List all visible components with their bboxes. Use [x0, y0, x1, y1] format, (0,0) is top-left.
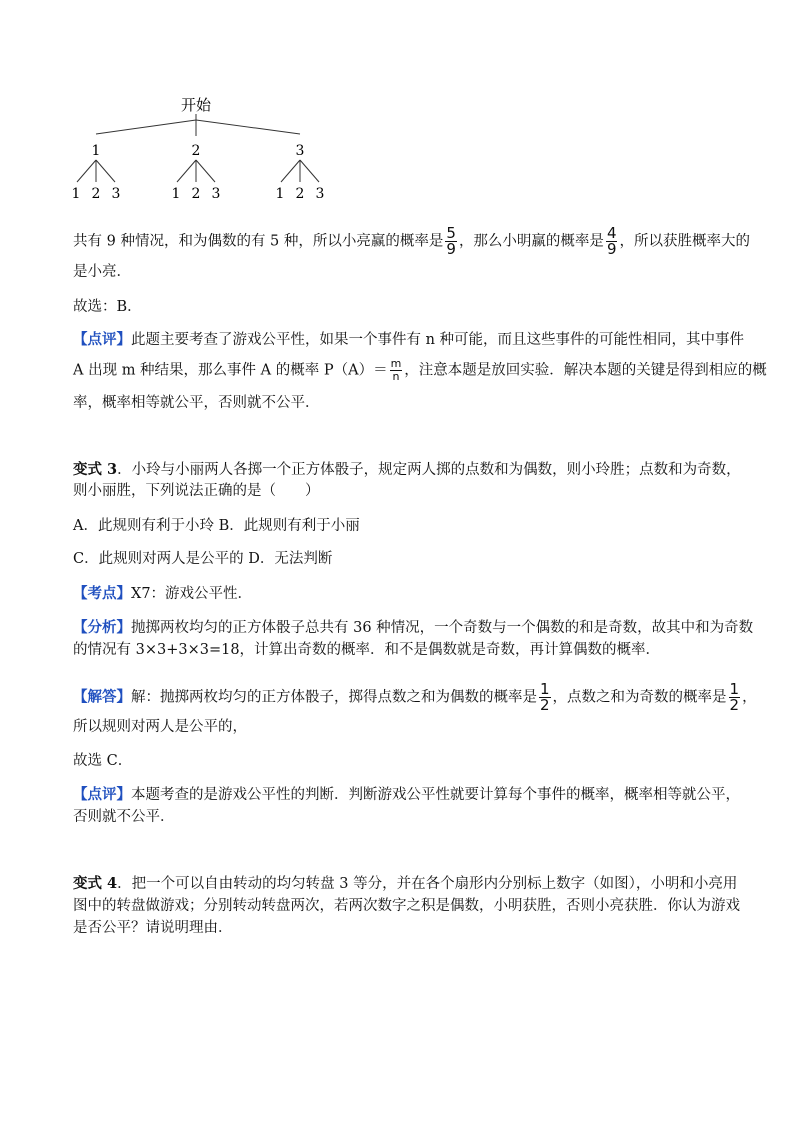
fraction-1-2	[729, 682, 741, 713]
tree-edge	[281, 160, 300, 182]
kaodian-tag: 【考点】	[73, 585, 131, 602]
fenxi-tag: 【分析】	[73, 619, 131, 636]
variant-4-question-line-1	[73, 874, 737, 894]
tree-branch-left	[96, 120, 196, 134]
variant-3-kaodian	[73, 584, 252, 604]
fraction-denominator: 9	[606, 240, 617, 258]
dianping-tag: 【点评】	[73, 786, 131, 803]
tree-leaf: 3	[315, 186, 325, 202]
fraction-numerator: 1	[540, 680, 550, 698]
text: ，所以获胜概率大的	[619, 233, 750, 250]
text: ，点数之和为奇数的概率是	[552, 689, 727, 706]
variant-4-question-line-2: 图中的转盘做游戏；分别转动转盘两次，若两次数字之积是偶数，小明获胜，否则小亮获胜．你认为游戏	[73, 898, 740, 914]
variant-3-choose: 故选 C．	[73, 753, 133, 769]
text: ．小玲与小丽两人各掷一个正方体骰子，规定两人掷的点数和为偶数，则小玲胜；点数和为奇数，	[117, 462, 741, 478]
comment-1-line-1	[73, 330, 744, 350]
variant-4-label: 变式 4	[73, 875, 118, 892]
tree-edge	[96, 160, 115, 182]
tree-leaf: 1	[71, 186, 81, 202]
tree-diagram	[70, 92, 330, 202]
text: ，注意本题是放回实验．解决本题的关键是得到相应的概	[404, 362, 767, 379]
fraction-denominator: 2	[729, 696, 740, 714]
fraction-numerator: 1	[729, 680, 740, 698]
tree-node-1: 1	[91, 143, 101, 159]
variant-3-jieda-line-1	[73, 682, 757, 713]
tree-leaf: 3	[211, 186, 221, 202]
fraction-5-9	[445, 226, 457, 257]
choose-answer-b: 故选：B．	[73, 299, 142, 315]
tree-node-2: 2	[191, 143, 201, 159]
tree-edge	[77, 160, 96, 182]
fraction-denominator: 9	[446, 240, 456, 258]
tree-leaf: 2	[295, 186, 305, 202]
text: 此题主要考查了游戏公平性，如果一个事件有 n 种可能，而且这些事件的可能性相同，其中事件	[131, 332, 745, 348]
variant-3-options-cd: C．此规则对两人是公平的 D．无法判断	[73, 551, 333, 567]
solution-line-1	[73, 226, 750, 257]
text: ，那么小明赢的概率是	[458, 233, 604, 250]
tree-leaf: 2	[91, 186, 101, 202]
text: 解：抛掷两枚均匀的正方体骰子，掷得点数之和为偶数的概率是	[131, 689, 537, 706]
fraction-numerator: 4	[606, 224, 617, 242]
variant-3-options-ab: A．此规则有利于小玲 B．此规则有利于小丽	[73, 518, 360, 534]
variant-3-question-line-1	[73, 460, 741, 480]
variant-3-dianping-line-2: 否则就不公平．	[73, 809, 175, 825]
fraction-numerator: m	[390, 357, 402, 370]
text: A 出现 m 种结果，那么事件 A 的概率 P（A）＝	[73, 362, 388, 379]
variant-3-fenxi-line-2: 的情况有 3×3+3×3=18，计算出奇数的概率．和不是偶数就是奇数，再计算偶数的概率．	[73, 642, 661, 658]
text: 抛掷两枚均匀的正方体骰子总共有 36 种情况，一个奇数与一个偶数的和是奇数，故其中和为奇数	[131, 620, 754, 636]
fraction-denominator: 2	[540, 696, 550, 714]
tree-node-3: 3	[295, 143, 305, 159]
solution-line-2: 是小亮．	[73, 264, 131, 280]
text: ，	[742, 689, 757, 706]
variant-3-fenxi-line-1	[73, 618, 753, 638]
tree-leaf: 1	[171, 186, 181, 202]
tree-edge	[177, 160, 196, 182]
variant-3-label: 变式 3	[73, 461, 118, 478]
variant-3-dianping-line-1	[73, 785, 740, 805]
fraction-numerator: 5	[446, 224, 456, 242]
variant-3-jieda-line-2: 所以规则对两人是公平的，	[73, 719, 247, 735]
fraction-m-n	[390, 358, 403, 383]
comment-1-line-3: 率，概率相等就公平，否则就不公平．	[73, 395, 320, 411]
fraction-denominator: n	[392, 370, 400, 383]
tree-leaf: 3	[111, 186, 121, 202]
tree-root-label: 开始	[180, 96, 212, 114]
tree-edge	[300, 160, 319, 182]
variant-3-question-line-2: 则小丽胜，下列说法正确的是（ ）	[73, 483, 320, 499]
tree-leaf: 2	[191, 186, 201, 202]
text: 共有 9 种情况，和为偶数的有 5 种，所以小亮赢的概率是	[73, 233, 444, 250]
text: X7：游戏公平性．	[131, 586, 253, 602]
comment-tag: 【点评】	[73, 331, 131, 348]
fraction-1-2	[539, 682, 551, 713]
jieda-tag: 【解答】	[73, 688, 131, 706]
comment-1-line-2	[73, 358, 767, 383]
variant-4-question-line-3: 是否公平？请说明理由．	[73, 920, 233, 936]
tree-leaf: 1	[275, 186, 285, 202]
fraction-4-9	[606, 226, 618, 257]
tree-edge	[196, 160, 215, 182]
tree-branch-right	[196, 120, 300, 134]
text: 本题考查的是游戏公平性的判断．判断游戏公平性就要计算每个事件的概率，概率相等就公平，	[131, 787, 740, 803]
text: ．把一个可以自由转动的均匀转盘 3 等分，并在各个扇形内分别标上数字（如图），小明和小亮用	[117, 876, 738, 892]
